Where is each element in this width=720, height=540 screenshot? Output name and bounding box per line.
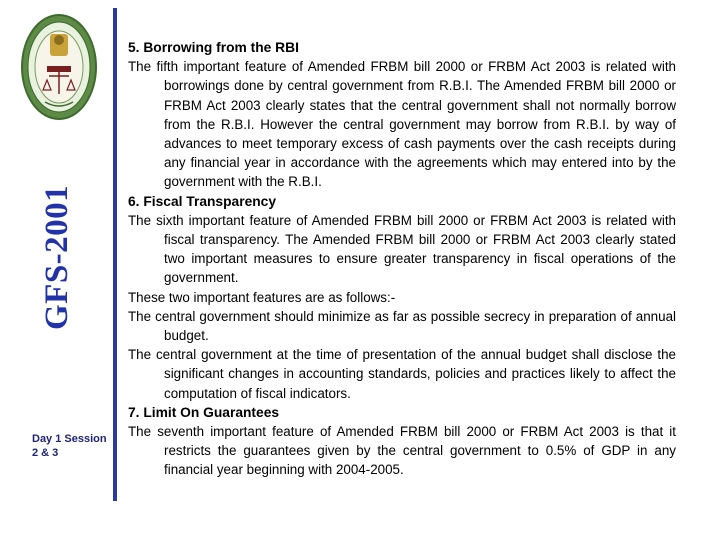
- paragraph-guarantees: The seventh important feature of Amended FRBM bill 2000 or FRBM Act 2003 is that it restricts the guarantees given by the central government to 0.5% of GDP in any financial year beginning with 2004-2005.: [128, 424, 676, 478]
- main-content: [128, 38, 676, 480]
- paragraph-secrecy: The central government should minimize as far as possible secrecy in preparation of annual budget.: [128, 308, 676, 344]
- section-heading-borrowing: 5. Borrowing from the RBI: [128, 40, 299, 55]
- sidebar-accent-line: [113, 8, 117, 501]
- paragraph-disclosure: The central government at the time of presentation of the annual budget shall disclose the significant changes in accounting standards, policies and practices likely to affect the computation of fiscal indicators.: [128, 347, 676, 401]
- paragraph-borrowing: The fifth important feature of Amended FRBM bill 2000 or FRBM Act 2003 is related with borrowings done by central government from R.B.I. The Amended FRBM bill 2000 or FRBM Act 2003 clearly states that the central government shall not normally borrow from the R.B.I. However the central government may borrow from R.B.I. by way of advances to meet temporary excess of cash payments over the cash receipts during any financial year in accordance with the agreements which may entered into by the government with the R.B.I.: [128, 59, 676, 190]
- section-heading-fiscal-transparency: 6. Fiscal Transparency: [128, 193, 277, 209]
- paragraph-fiscal-transparency: The sixth important feature of Amended FRBM bill 2000 or FRBM Act 2003 is related with fiscal transparency. The Amended FRBM bill 2000 or FRBM Act 2003 clearly stated two important measures to ensure greater transparency in fiscal operations of the government.: [128, 212, 676, 286]
- institute-emblem-logo: [19, 10, 99, 128]
- section-heading-guarantees: 7. Limit On Guarantees: [128, 404, 280, 420]
- session-label: Day 1 Session 2 & 3: [32, 433, 107, 459]
- vertical-course-title: GFS-2001: [39, 184, 75, 330]
- sidebar: [0, 0, 120, 540]
- paragraph-features-intro: These two important features are as follows:-: [128, 289, 396, 305]
